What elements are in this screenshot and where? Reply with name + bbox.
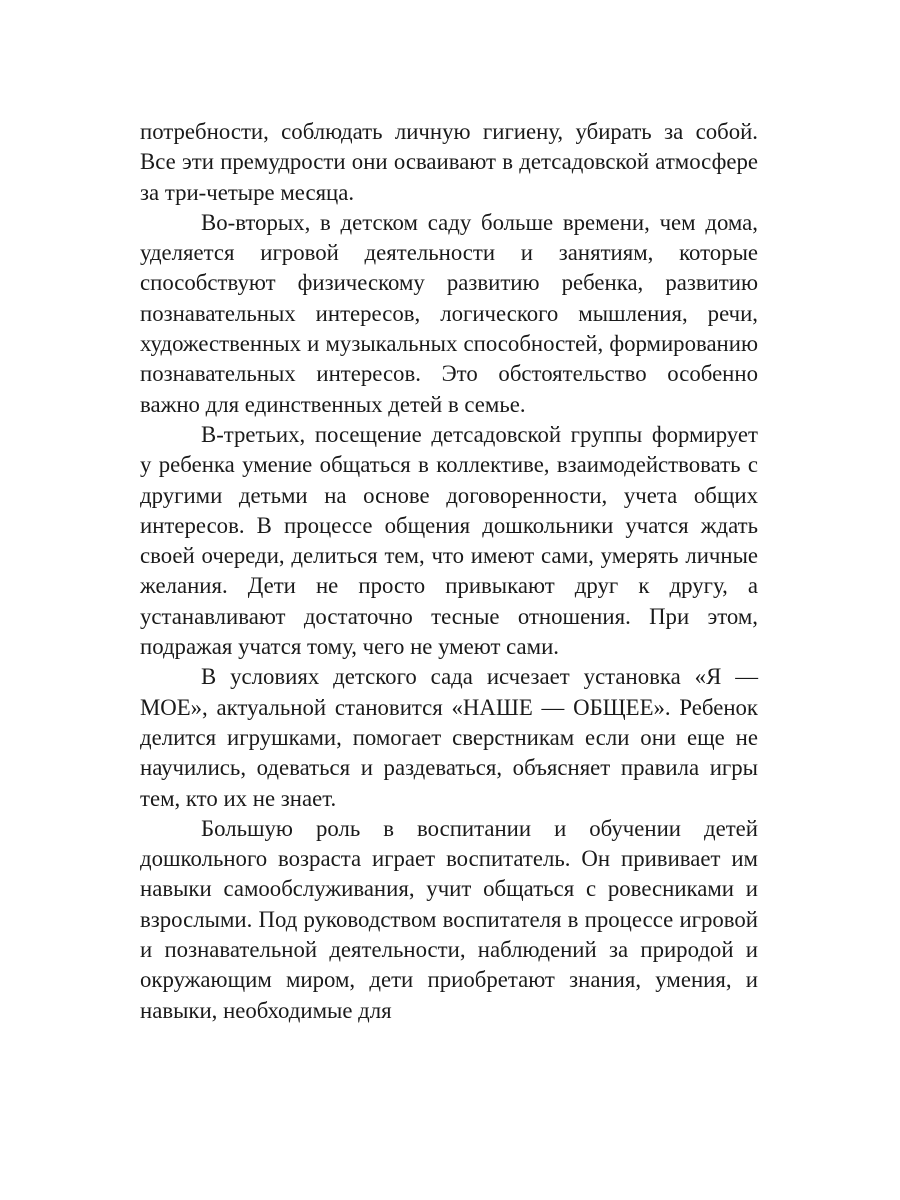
document-page <box>140 117 758 1026</box>
paragraph-1: потребности, соблюдать личную гигиену, убирать за собой. Все эти премудрости они осваивают в детсадовской атмосфере за три-четыре месяца. <box>140 119 758 205</box>
paragraph-5: Большую роль в воспитании и обучении детей дошкольного возраста играет воспитатель. Он прививает им навыки самообслуживания, учит общаться с ровесниками и взрослыми. Под руководством воспитателя в процессе игровой и познавательной деятельности, наблюдений за природой и окружающим миром, дети приобретают знания, умения, и навыки, необходимые для <box>140 815 758 1023</box>
paragraph-3: В-третьих, посещение детсадовской группы формирует у ребенка умение общаться в коллективе, взаимодействовать с другими детьми на основе договоренности, учета общих интересов. В процессе общения дошкольники учатся ждать своей очереди, делиться тем, что имеют сами, умерять личные желания. Дети не просто привыкают друг к другу, а устанавливают достаточно тесные отношения. При этом, подражая учатся тому, чего не умеют сами. <box>140 421 758 660</box>
paragraph-2: Во-вторых, в детском саду больше времени, чем дома, уделяется игровой деятельности и занятиям, которые способствуют физическому развитию ребенка, развитию познавательных интересов, логического мышления, речи, художественных и музыкальных способностей, формированию познавательных интересов. Это обстоятельство особенно важно для единственных детей в семье. <box>140 209 758 417</box>
paragraph-4: В условиях детского сада исчезает установка «Я — МОЕ», актуальной становится «НАШЕ — ОБЩЕЕ». Ребенок делится игрушками, помогает сверстникам если они еще не научились, одеваться и раздеваться, объясняет правила игры тем, кто их не знает. <box>140 664 758 811</box>
